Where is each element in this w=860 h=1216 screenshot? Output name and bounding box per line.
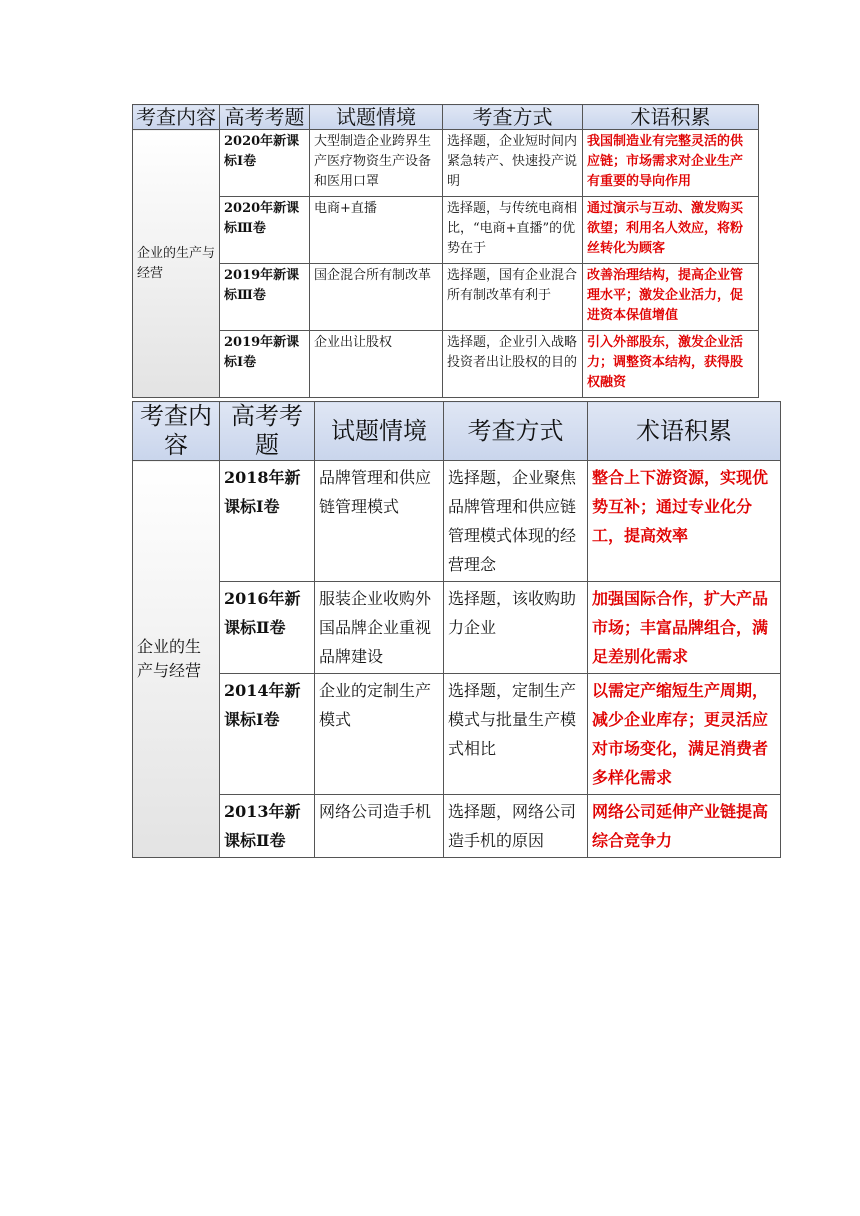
content-label-cell: 企业的生产与经营 — [133, 461, 220, 858]
method-cell: 选择题，企业引入战略投资者出让股权的目的 — [443, 331, 583, 398]
context-cell: 企业出让股权 — [310, 331, 443, 398]
table-header-row — [133, 105, 759, 130]
terms-cell: 通过演示与互动、激发购买欲望；利用名人效应，将粉丝转化为顾客 — [583, 197, 759, 264]
header-context: 试题情境 — [315, 402, 444, 461]
exam-cell: 2019年新课标Ⅲ卷 — [220, 264, 310, 331]
context-cell: 服装企业收购外国品牌企业重视品牌建设 — [315, 582, 444, 674]
exam-table-2 — [132, 401, 781, 858]
terms-cell: 引入外部股东，激发企业活力；调整资本结构，获得股权融资 — [583, 331, 759, 398]
terms-cell: 整合上下游资源，实现优势互补；通过专业化分工，提高效率 — [588, 461, 781, 582]
header-method: 考查方式 — [443, 105, 583, 130]
terms-cell: 改善治理结构，提高企业管理水平；激发企业活力，促进资本保值增值 — [583, 264, 759, 331]
header-exam: 高考考题 — [220, 105, 310, 130]
table-row — [133, 130, 759, 197]
method-cell: 选择题，该收购助力企业 — [444, 582, 588, 674]
method-cell: 选择题，与传统电商相比，“电商+直播”的优势在于 — [443, 197, 583, 264]
header-method: 考查方式 — [444, 402, 588, 461]
table-row — [133, 264, 759, 331]
exam-cell: 2020年新课标Ⅲ卷 — [220, 197, 310, 264]
table-row — [133, 197, 759, 264]
terms-cell: 我国制造业有完整灵活的供应链；市场需求对企业生产有重要的导向作用 — [583, 130, 759, 197]
method-cell: 选择题，企业聚焦品牌管理和供应链管理模式体现的经营理念 — [444, 461, 588, 582]
table-row — [133, 674, 781, 795]
header-context: 试题情境 — [310, 105, 443, 130]
table-row — [133, 331, 759, 398]
context-cell: 网络公司造手机 — [315, 795, 444, 858]
content-label-cell: 企业的生产与经营 — [133, 130, 220, 398]
context-cell: 国企混合所有制改革 — [310, 264, 443, 331]
method-cell: 选择题，企业短时间内紧急转产、快速投产说明 — [443, 130, 583, 197]
method-cell: 选择题，定制生产模式与批量生产模式相比 — [444, 674, 588, 795]
method-cell: 选择题，国有企业混合所有制改革有利于 — [443, 264, 583, 331]
exam-cell: 2020年新课标Ⅰ卷 — [220, 130, 310, 197]
exam-cell: 2018年新课标Ⅰ卷 — [220, 461, 315, 582]
table-row — [133, 795, 781, 858]
table-header-row — [133, 402, 781, 461]
exam-cell: 2014年新课标Ⅰ卷 — [220, 674, 315, 795]
context-cell: 企业的定制生产模式 — [315, 674, 444, 795]
terms-cell: 加强国际合作，扩大产品市场；丰富品牌组合，满足差别化需求 — [588, 582, 781, 674]
table-row — [133, 582, 781, 674]
exam-table-1 — [132, 104, 759, 398]
header-exam: 高考考题 — [220, 402, 315, 461]
exam-cell: 2016年新课标Ⅱ卷 — [220, 582, 315, 674]
exam-cell: 2013年新课标Ⅱ卷 — [220, 795, 315, 858]
context-cell: 品牌管理和供应链管理模式 — [315, 461, 444, 582]
terms-cell: 以需定产缩短生产周期，减少企业库存；更灵活应对市场变化，满足消费者多样化需求 — [588, 674, 781, 795]
header-terms: 术语积累 — [583, 105, 759, 130]
context-cell: 电商+直播 — [310, 197, 443, 264]
header-content: 考查内容 — [133, 402, 220, 461]
method-cell: 选择题，网络公司造手机的原因 — [444, 795, 588, 858]
context-cell: 大型制造企业跨界生产医疗物资生产设备和医用口罩 — [310, 130, 443, 197]
terms-cell: 网络公司延伸产业链提高综合竞争力 — [588, 795, 781, 858]
exam-cell: 2019年新课标Ⅰ卷 — [220, 331, 310, 398]
header-terms: 术语积累 — [588, 402, 781, 461]
table-row — [133, 461, 781, 582]
header-content: 考查内容 — [133, 105, 220, 130]
